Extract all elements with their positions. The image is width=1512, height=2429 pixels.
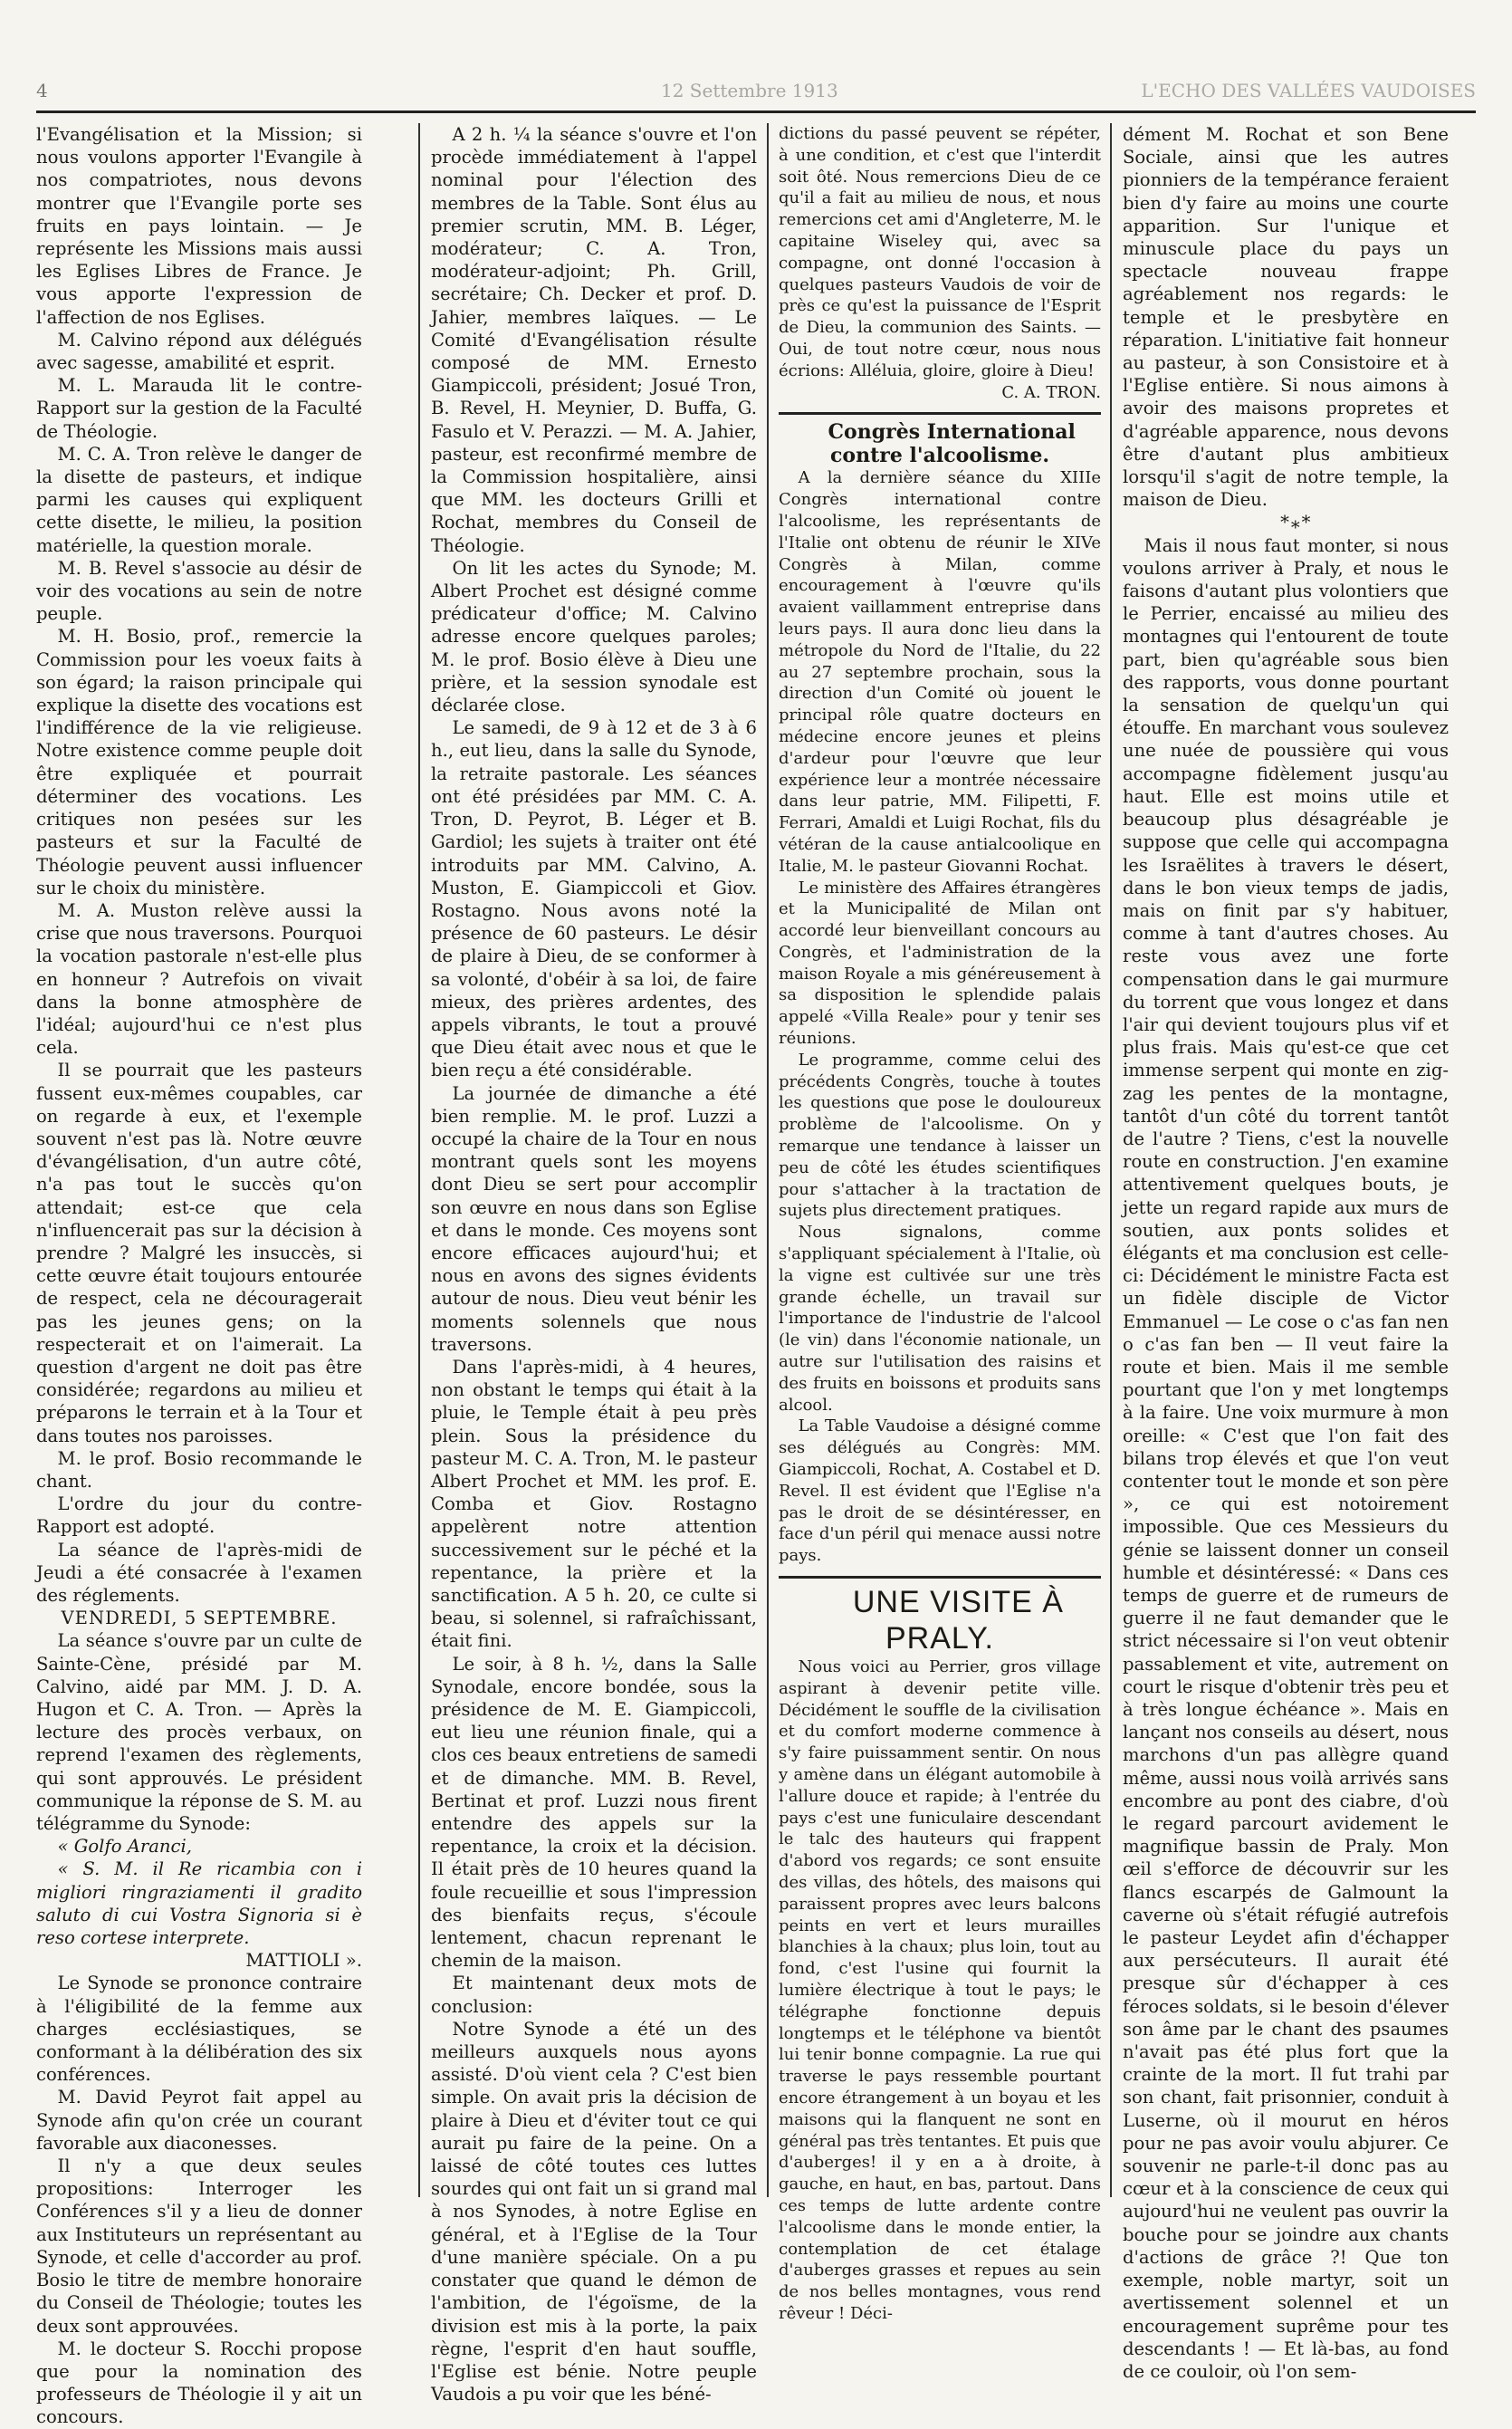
paragraph: M. H. Bosio, prof., remercie la Commission pour les voeux faits à son égard; la raison principale qui explique la disette des vocations est l'indifférence de la vie religieuse. Notre existence comme peuple doit être expliquée et pourrait déterminer des vocations. Les critiques non pesées sur les pasteurs et sur la Faculté de Théologie peuvent aussi influencer sur le choix du ministère. xyxy=(36,626,362,898)
header-rule xyxy=(36,110,1476,113)
paragraph: A la dernière séance du XIIIe Congrès international contre l'alcoolisme, les représentants de l'Italie ont obtenu de réunir le XIVe Congrès à Milan, comme encouragement à l'œuvre qu'ils avaient vaillamment entreprise dans leurs pays. Il aura donc lieu dans la métropole du Nord de l'Italie, du 22 au 27 septembre prochain, sous la direction d'un Comité où jouent le principal rôle quatre docteurs en médecine encore jeunes et pleins d'ardeur pour l'œuvre que leur expérience leur a montrée nécessaire dans leur patrie, MM. Filipetti, F. Ferrari, Amaldi et Luigi Rochat, fils du vétéran de la cause antialcoolique en Italie, M. le pasteur Giovanni Rochat. xyxy=(779,468,1101,876)
paragraph: M. C. A. Tron relève le danger de la disette de pasteurs, et indique parmi les causes qui expliquent cette disette, le milieu, la position matérielle, la question morale. xyxy=(36,443,362,556)
paragraph: M. A. Muston relève aussi la crise que nous traversons. Pourquoi la vocation pastorale n'est-elle plus en honneur ? Autrefois on vivait dans la bonne atmosphère de l'idéal; aujourd'hui ce n'est plus cela. xyxy=(36,899,362,1059)
paragraph: La séance s'ouvre par un culte de Sainte-Cène, présidé par M. Calvino, aidé par MM. J. D. A. Hugon et C. A. Tron. — Après la lecture des procès verbaux, on reprend l'examen des règlements, qui sont approuvés. Le président communique la réponse de S. M. au télégramme du Synode: xyxy=(36,1630,362,1835)
column-1 xyxy=(36,123,362,2428)
paragraph: l'Evangélisation et la Mission; si nous voulons apporter l'Evangile à nos compatriotes, nous devons montrer que l'Evangile porte ses fruits en pays lointain. — Je représente les Missions mais aussi les Eglises Libres de France. Je vous apporte l'expression de l'affection de nos Eglises. xyxy=(36,124,362,328)
paragraph: La journée de dimanche a été bien remplie. M. le prof. Luzzi a occupé la chaire de la Tour en nous montrant quels sont les moyens dont Dieu se sert pour accomplir son œuvre en nous dans son Eglise et dans le monde. Ces moyens sont encore efficaces aujourd'hui; et nous en avons des signes évidents autour de nous. Dieu veut bénir les moments solennels que nous traversons. xyxy=(431,1082,757,1355)
paragraph: Le programme, comme celui des précédents Congrès, touche à toutes les questions que pose le douloureux problème de l'alcoolisme. On y remarque une tendance à laisser un peu de côté les études scientifiques pour s'attacher à la tractation de sujets plus directement pratiques. xyxy=(779,1050,1101,1221)
paragraph: La Table Vaudoise a désigné comme ses délégués au Congrès: MM. Giampiccoli, Rochat, A. Costabel et D. Revel. Il est évident que l'Eglise n'a pas le droit de se désintéresser, en face d'un péril qui menace aussi notre pays. xyxy=(779,1416,1101,1566)
paragraph: Le soir, à 8 h. ½, dans la Salle Synodale, encore bondée, sous la présidence de M. E. Giampiccoli, eut lieu une réunion finale, qui a clos ces beaux entretiens de samedi et de dimanche. MM. B. Revel, Bertinat et prof. Luzzi nous firent entendre des appels sur la repentance, la croix et la décision. Il était près de 10 heures quand la foule recueillie et sous l'impression des bienfaits reçus, s'écoule lentement, chacun reprenant le chemin de la maison. xyxy=(431,1653,757,1972)
paragraph: Et maintenant deux mots de conclusion: xyxy=(431,1973,757,2017)
column-4 xyxy=(1123,123,1449,2382)
paragraph: A 2 h. ¼ la séance s'ouvre et l'on procède immédiatement à l'appel nominal pour l'élection des membres de la Table. Sont élus au premier scrutin, MM. B. Léger, modérateur; C. A. Tron, modérateur-adjoint; Ph. Grill, secrétaire; Ch. Decker et prof. D. Jahier, membres laïques. — Le Comité d'Evangélisation résulte composé de MM. Ernesto Giampiccoli, président; Josué Tron, B. Revel, H. Meynier, D. Buffa, G. Fasulo et V. Perazzi. — M. A. Jahier, pasteur, est reconfirmé membre de la Commission hospitalière, ainsi que MM. les docteurs Grilli et Rochat, membres du Conseil de Théologie. xyxy=(431,124,757,556)
paragraph: M. David Peyrot fait appel au Synode afin qu'on crée un courant favorable aux diaconesses. xyxy=(36,2087,362,2154)
section-stars: *⁎* xyxy=(1280,512,1313,533)
paragraph: M. le docteur S. Rocchi propose que pour la nomination des professeurs de Théologie il y ait un concours. xyxy=(36,2338,362,2428)
paragraph: Il n'y a que deux seules propositions: Interroger les Conférences s'il y a lieu de donner aux Instituteurs un représentant au Synode, et celle d'accorder au prof. Bosio le titre de membre honoraire du Conseil de Théologie; toutes les deux sont approuvées. xyxy=(36,2155,362,2337)
paragraph: dément M. Rochat et son Bene Sociale, ainsi que les autres pionniers de la tempérance feraient bien d'y faire au moins une courte apparition. Sur l'unique et minuscule place du pays un spectacle nouveau frappe agréablement nos regards: le temple et le presbytère en réparation. L'initiative fait honneur au pasteur, à son Consistoire et à l'Eglise entière. Si nous aimons à avoir des maisons propretes et d'agréable apparence, nous devons être d'autant plus ambitieux lorsqu'il s'agit de notre temple, la maison de Dieu. xyxy=(1123,124,1449,511)
paragraph: M. Calvino répond aux délégués avec sagesse, amabilité et esprit. xyxy=(36,329,362,374)
paragraph: Dans l'après-midi, à 4 heures, non obstant le temps qui était à la pluie, le Temple était à peu près plein. Sous la présidence du pasteur M. C. A. Tron, M. le pasteur Albert Prochet et MM. les prof. E. Comba et Giov. Rostagno appelèrent notre attention successivement sur le péché et la repentance, la prière et la sanctification. A 5 h. 20, ce culte si beau, si solennel, si rafraîchissant, était fini. xyxy=(431,1356,757,1652)
quote-place: « Golfo Aranci, xyxy=(57,1836,193,1858)
paragraph: M. L. Marauda lit le contre-Rapport sur la gestion de la Faculté de Théologie. xyxy=(36,375,362,442)
paragraph: Nous voici au Perrier, gros village aspirant à devenir petite ville. Décidément le souffle de la civilisation et du comfort moderne commence à s'y faire puissamment sentir. On nous y amène dans un élégant automobile à l'allure douce et rapide; à l'entrée du pays c'est une funiculaire descendant le talc des hauteurs qui frappent d'abord vos regards; ce sont ensuite des villas, des hôtels, des maisons qui paraissent propres avec leurs balcons peints en vert et leurs murailles blanchies à la chaux; plus loin, tout au fond, c'est l'usine qui fournit la lumière électrique à tout le pays; le télégraphe fonctionne depuis longtemps et le téléphone va bientôt lui tenir bonne compagnie. La rue qui traverse le pays ressemble pourtant encore étrangement à un boyau et les maisons qui la flanquent ne sont en général pas très tentantes. Et puis que d'auberges! il y en a à droite, à gauche, en haut, en bas, partout. Dans ces temps de lutte ardente contre l'alcoolisme dans le monde entier, la contemplation de cet étalage d'auberges grasses et repues au sein de nos belles montagnes, vous rend rêveur ! Déci- xyxy=(779,1657,1101,2323)
paragraph: M. B. Revel s'associe au désir de voir des vocations au sein de notre peuple. xyxy=(36,557,362,625)
article-signature: C. A. TRON. xyxy=(1001,382,1101,402)
paragraph: Notre Synode a été un des meilleurs auxquels nous ayons assisté. D'où vient cela ? C'est bien simple. On avait pris la décision de plaire à Dieu et d'éviter tout ce qui aurait pu faire de la peine. On a laissé de côté toutes ces luttes sourdes qui ont fait un si grand mal à nos Synodes, à notre Eglise en général, et à l'Eglise de la Tour d'une manière spéciale. On a pu constater que quand le démon de l'ambition, de l'égoïsme, de la division est mis à la porte, la paix règne, l'esprit d'en haut souffle, l'Eglise est bénie. Notre peuple Vaudois a pu voir que les béné- xyxy=(431,2018,757,2405)
paragraph: Mais il nous faut monter, si nous voulons arriver à Praly, et nous le faisons d'autant plus volontiers que le Perrier, encaissé au milieu des montagnes qui l'entourent de toute part, bien qu'agréable sous bien des rapports, vous donne pourtant la sensation de quelqu'un qui étouffe. En marchant vous soulevez une nuée de poussière qui vous accompagne fidèlement jusqu'au haut. Elle est moins utile et beaucoup plus désagréable je suppose que celle qui accompagna les Israëlites à travers le désert, dans le bon vieux temps de jadis, mais on finit par s'y habituer, comme à tant d'autres choses. Au reste vous avez une forte compensation dans le gai murmure du torrent que vous longez et dans l'air qui devient toujours plus vif et plus frais. Mais qu'est-ce que cet immense serpent qui monte en zig-zag les pentes de la montagne, tantôt d'un côté du torrent tantôt de l'autre ? Tiens, c'est la nouvelle route en construction. J'en examine attentivement quelques bouts, je jette un regard rapide aux murs de soutien, aux ponts solides et élégants et ma conclusion est celle-ci: Décidément le ministre Facta est un fidèle disciple de Victor Emmanuel — Le cose o c'as fan nen o c'as fan ben — Il veut faire la route et bien. Mais il me semble pourtant que l'on y met longtemps à la faire. Une voix murmure à mon oreille: « C'est que l'on fait des bilans trop élevés et que l'on veut contenter tout le monde et son père », ce qui est notoirement impossible. Que ces Messieurs du génie se laissent donner un conseil humble et désintéressé: « Dans ces temps de guerre et de rumeurs de guerre il ne faut demander que le strict nécessaire si l'on veut obtenir passablement et vite, autrement on court le risque d'obtenir très peu et à très longue échéance ». Mais en lançant nos conseils au désert, nous marchons d'un pas allègre quand même, aussi nous voilà arrivés sans encombre au pont des ciabre, d'où le regard parcourt avidement le magnifique bassin de Praly. Mon œil s'efforce de découvrir sur les flancs escarpés de Galmount la caverne où s'était réfugié autrefois le pasteur Leydet afin d'échapper aux persécuteurs. Il aurait été presque sûr d'échapper à ces féroces soldats, si le besoin d'élever son âme par le chant des psaumes n'avait pas été plus fort que la crainte de la mort. Il fut trahi par son chant, fait prisonnier, conduit à Luserne, où il mourut en héros pour ne pas avoir voulu abjurer. Ce souvenir ne parle-t-il donc pas au cœur et à la conscience de ceux qui aujourd'hui ne veulent pas ouvrir la bouche pour se joindre aux chants d'actions de grâce ?! Que ton exemple, noble martyr, soit un avertissement solennel et un encouragement suprême pour tes descendants ! — Et là-bas, au fond de ce couloir, où l'on sem- xyxy=(1123,534,1449,2382)
paragraph: Le Synode se prononce contraire à l'éligibilité de la femme aux charges ecclésiastiques, se conformant à la délibération des six conférences. xyxy=(36,1973,362,2086)
paragraph: Nous signalons, comme s'appliquant spécialement à l'Italie, où la vigne est cultivée sur une très grande échelle, un travail sur l'importance de l'industrie de l'alcool (le vin) dans l'économie nationale, un autre sur l'utilisation des raisins et des fruits en boissons et produits sans alcool. xyxy=(779,1223,1101,1415)
masthead: L'ECHO DES VALLÉES VAUDOISES xyxy=(1141,80,1476,101)
column-3 xyxy=(779,123,1101,2323)
paragraph: Le ministère des Affaires étrangères et la Municipalité de Milan ont accordé leur bienveillant concours au Congrès, et l'administration de la maison Royale a mis généreusement à sa disposition le splendide palais appelé «Villa Reale» pour y tenir ses réunions. xyxy=(779,878,1101,1049)
headline-alcoolisme: Congrès International contre l'alcoolisme. xyxy=(828,420,1076,468)
paragraph: Le samedi, de 9 à 12 et de 3 à 6 h., eut lieu, dans la salle du Synode, la retraite pastorale. Les séances ont été présidées par MM. C. A. Tron, D. Peyrot, B. Léger et B. Gardiol; les sujets à traiter ont été introduits par MM. Calvino, A. Muston, E. Giampiccoli et Giov. Rostagno. Nous avons noté la présence de 60 pasteurs. Le désir de plaire à Dieu, de se conformer à sa volonté, d'obéir à sa loi, de faire mieux, des prières ardentes, des appels vibrants, le tout a prouvé que Dieu était avec nous et que le bien reçu a été considérable. xyxy=(431,717,757,1081)
page-header xyxy=(36,76,1476,107)
quote-text: « S. M. il Re ricambia con i migliori ringraziamenti il gradito saluto di cui Vostra Signoria si è reso cortese interprete. xyxy=(36,1858,362,1949)
headline-visite-praly: UNE VISITE À PRALY. xyxy=(852,1585,1064,1656)
quote-signature: MATTIOLI ». xyxy=(245,1950,362,1972)
paragraph: dictions du passé peuvent se répéter, à une condition, et c'est que l'interdit soit ôté. Nous remercions Dieu de ce qu'il a fait au milieu de nous, et nous remercions cet ami d'Angleterre, M. le capitaine Wiseley qui, avec sa compagne, ont donné l'occasion à quelques pasteurs Vaudois de voir de près ce qu'est la puissance de l'Esprit de Dieu, la communion des Saints. — Oui, de tout notre cœur, nous nous écrions: Alléluia, gloire, gloire à Dieu! xyxy=(779,124,1101,380)
paragraph: La séance de l'après-midi de Jeudi a été consacrée à l'examen des réglements. xyxy=(36,1539,362,1606)
section-subhead: VENDREDI, 5 SEPTEMBRE. xyxy=(61,1608,338,1629)
page-number: 4 xyxy=(36,80,48,101)
column-divider xyxy=(767,123,769,2197)
column-divider xyxy=(1110,123,1112,2197)
paragraph: L'ordre du jour du contre-Rapport est adopté. xyxy=(36,1493,362,1538)
paragraph: On lit les actes du Synode; M. Albert Prochet est désigné comme prédicateur d'office; M. Calvino adresse encore quelques paroles; M. le prof. Bosio élève à Dieu une prière, et la session synodale est déclarée close. xyxy=(431,557,757,716)
paragraph: Il se pourrait que les pasteurs fussent eux-mêmes coupables, car on regarde à eux, et l'exemple souvent n'est pas là. Notre œuvre d'évangélisation, d'un autre côté, n'a pas tout le succès qu'on attendait; est-ce que cela n'influencerait pas sur la décision à prendre ? Malgré les insuccès, si cette œuvre était toujours entourée de respect, cela ne découragerait pas les jeunes gens; on la respecterait et on l'aimerait. La question d'argent ne doit pas être considérée; regardons au milieu et préparons le terrain et à la Tour et dans toutes nos paroisses. xyxy=(36,1060,362,1446)
article-rule xyxy=(779,412,1101,415)
article-rule xyxy=(779,1576,1101,1579)
paragraph: M. le prof. Bosio recommande le chant. xyxy=(36,1447,362,1492)
header-date: 12 Settembre 1913 xyxy=(661,80,838,101)
column-divider xyxy=(418,123,420,2197)
column-2 xyxy=(431,123,757,2405)
